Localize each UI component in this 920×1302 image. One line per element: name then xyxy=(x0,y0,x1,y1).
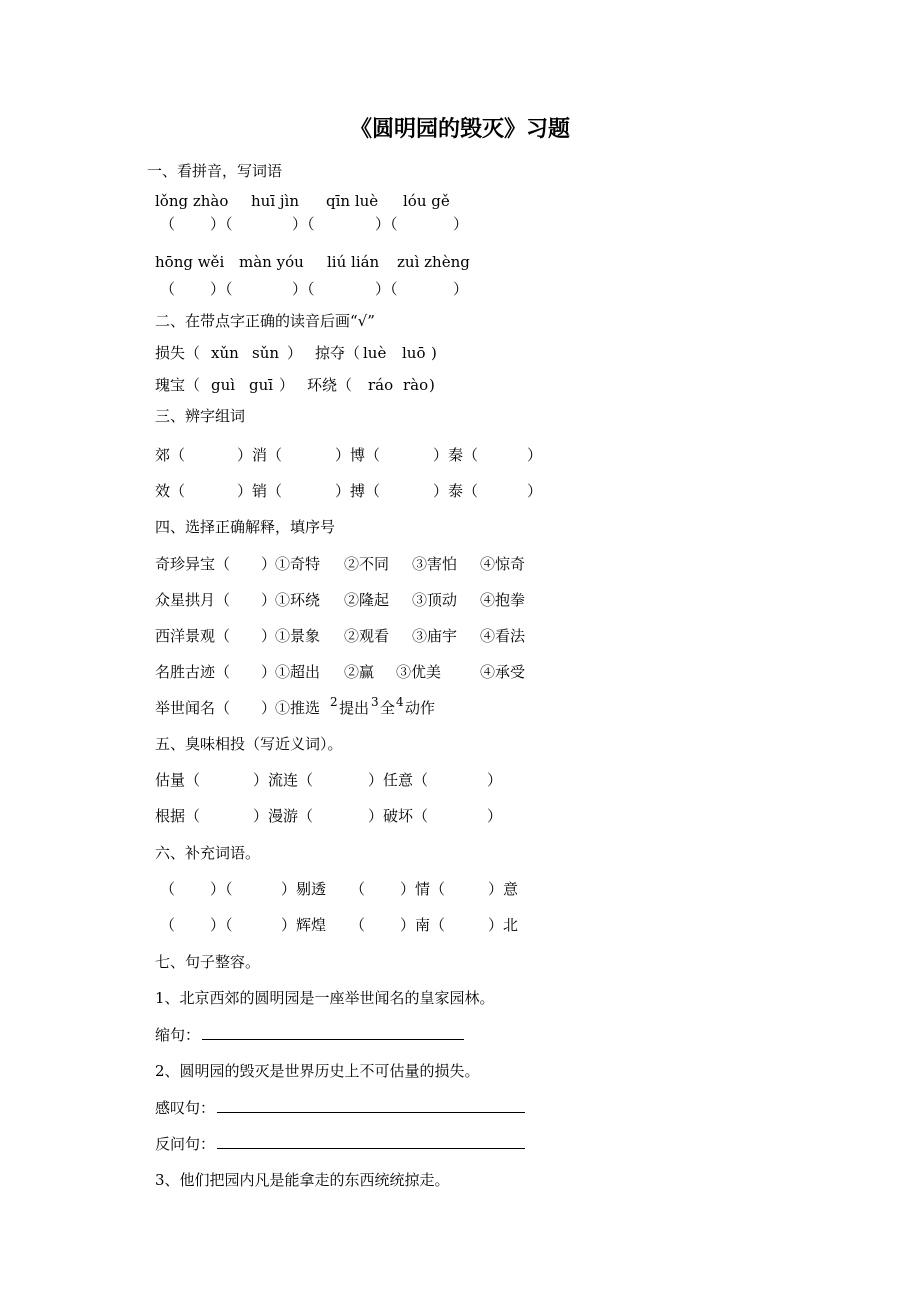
reading-option: sǔn xyxy=(252,344,280,362)
bracket: ）（ xyxy=(210,916,233,934)
word: ）情（ xyxy=(400,880,446,898)
option: ④看法 xyxy=(480,627,526,645)
reading-option: rào xyxy=(403,376,429,394)
synonym-row-1 xyxy=(155,770,505,790)
bracket: （ xyxy=(350,880,366,898)
option: ④抱拳 xyxy=(480,591,526,609)
bracket: ） xyxy=(487,771,503,789)
pinyin-row-1 xyxy=(155,191,485,211)
word-group-row-2 xyxy=(155,481,545,501)
reading-row-1 xyxy=(155,343,445,363)
bracket: ） xyxy=(287,344,303,362)
section-2-heading: 二、在带点字正确的读音后画“√” xyxy=(155,312,375,330)
bracket: ） xyxy=(527,446,543,464)
page-title: 《圆明园的毁灭》习题 xyxy=(349,117,570,142)
option: ②不同 xyxy=(344,555,390,573)
answer-line[interactable] xyxy=(217,1097,525,1113)
bracket: （ xyxy=(160,916,176,934)
word: ）流连（ xyxy=(253,771,314,789)
option: ②赢 xyxy=(344,663,375,681)
option: ④承受 xyxy=(480,663,526,681)
word: ）搏（ xyxy=(335,482,381,500)
bracket: ） xyxy=(261,627,277,645)
reading-row-2 xyxy=(155,375,445,395)
word: 瑰宝（ xyxy=(155,376,201,394)
word: 估量（ xyxy=(155,771,201,789)
bracket: ）（ xyxy=(292,215,315,233)
bracket: ）（ xyxy=(210,880,233,898)
word: 众星拱月（ xyxy=(155,591,231,609)
word: ）消（ xyxy=(237,446,283,464)
meaning-row xyxy=(155,590,545,610)
word: 西洋景观（ xyxy=(155,627,231,645)
meaning-row xyxy=(155,662,545,682)
bracket: ）（ xyxy=(292,280,315,298)
bracket: ） xyxy=(453,215,469,233)
reading-option: guī xyxy=(249,376,274,394)
bracket: ） xyxy=(487,807,503,825)
word: ）破坏（ xyxy=(368,807,429,825)
word: 效（ xyxy=(155,482,186,500)
word: ）北 xyxy=(488,916,519,934)
word: ）南（ xyxy=(400,916,446,934)
rhetorical-label: 反问句： xyxy=(155,1135,216,1153)
option: ①景象 xyxy=(275,627,321,645)
pinyin: huī jìn xyxy=(251,192,299,210)
word: ）秦（ xyxy=(433,446,479,464)
section-3-heading: 三、辨字组词 xyxy=(155,407,246,425)
bracket: ）（ xyxy=(375,280,398,298)
bracket: ） xyxy=(261,663,277,681)
bracket: ） xyxy=(261,555,277,573)
option: ②隆起 xyxy=(344,591,390,609)
reading-option: ráo xyxy=(368,376,394,394)
bracket: ) xyxy=(431,344,437,362)
option: ①环绕 xyxy=(275,591,321,609)
exclamation-label: 感叹句： xyxy=(155,1099,216,1117)
answer-line[interactable] xyxy=(202,1024,464,1040)
bracket: （ xyxy=(160,280,176,298)
meaning-row-last xyxy=(155,695,455,718)
option: ①奇特 xyxy=(275,555,321,573)
option-number: 4 xyxy=(396,695,404,709)
bracket: ） xyxy=(453,280,469,298)
section-1-heading: 一、看拼音，写词语 xyxy=(147,162,283,180)
bracket: ）（ xyxy=(210,215,233,233)
pinyin: qīn luè xyxy=(326,192,379,210)
word: ）辉煌 xyxy=(281,916,327,934)
section-6-heading: 六、补充词语。 xyxy=(155,844,261,862)
rhetorical-answer xyxy=(155,1133,525,1154)
option: 全 xyxy=(380,699,396,717)
reading-option: luō xyxy=(402,344,426,362)
bracket: （ xyxy=(160,215,176,233)
condense-answer xyxy=(155,1024,464,1045)
pinyin-row-2 xyxy=(155,252,485,272)
word: 损失（ xyxy=(155,344,201,362)
word: ）漫游（ xyxy=(253,807,314,825)
answer-blanks-2 xyxy=(160,279,480,299)
bracket: ） xyxy=(279,376,295,394)
word-group-row-1 xyxy=(155,445,545,465)
bracket: ) xyxy=(429,376,435,394)
synonym-row-2 xyxy=(155,806,505,826)
option: ③害怕 xyxy=(412,555,458,573)
bracket: ）（ xyxy=(210,280,233,298)
meaning-row xyxy=(155,554,545,574)
answer-blanks-1 xyxy=(160,214,480,234)
idiom-row-2 xyxy=(160,915,530,935)
option: ②观看 xyxy=(344,627,390,645)
reading-option: guì xyxy=(211,376,236,394)
bracket: （ xyxy=(160,880,176,898)
option: ③庙宇 xyxy=(412,627,458,645)
option: ③顶动 xyxy=(412,591,458,609)
condense-label: 缩句： xyxy=(155,1026,201,1044)
word: 名胜古迹（ xyxy=(155,663,231,681)
option: ③优美 xyxy=(396,663,442,681)
pinyin: lóu gě xyxy=(403,192,450,210)
option: ④惊奇 xyxy=(480,555,526,573)
word: ）任意（ xyxy=(368,771,429,789)
word: ）泰（ xyxy=(433,482,479,500)
pinyin: liú lián xyxy=(327,253,380,271)
pinyin: màn yóu xyxy=(239,253,304,271)
word: ）剔透 xyxy=(281,880,327,898)
reading-option: xǔn xyxy=(211,344,239,362)
bracket: ） xyxy=(261,591,277,609)
pinyin: lǒng zhào xyxy=(155,192,229,210)
word: ）销（ xyxy=(237,482,283,500)
exclamation-answer xyxy=(155,1097,525,1118)
idiom-row-1 xyxy=(160,879,530,899)
pinyin: zuì zhèng xyxy=(397,253,470,271)
word: 根据（ xyxy=(155,807,201,825)
option: 动作 xyxy=(405,699,436,717)
word: 郊（ xyxy=(155,446,186,464)
section-4-heading: 四、选择正确解释，填序号 xyxy=(155,518,336,536)
bracket: ） xyxy=(527,482,543,500)
bracket: （ xyxy=(350,916,366,934)
sentence-2: 2、圆明园的毁灭是世界历史上不可估量的损失。 xyxy=(155,1062,480,1080)
bracket: ）（ xyxy=(375,215,398,233)
word: ）博（ xyxy=(335,446,381,464)
word: 掠夺（ xyxy=(315,344,361,362)
option: ①超出 xyxy=(275,663,321,681)
word: 环绕（ xyxy=(307,376,353,394)
section-5-heading: 五、臭味相投（写近义词）。 xyxy=(155,735,343,753)
word: ）意 xyxy=(488,880,519,898)
option-number: 2 xyxy=(330,695,338,709)
section-7-heading: 七、句子整容。 xyxy=(155,953,261,971)
option: 提出 xyxy=(339,699,370,717)
bracket: ） xyxy=(261,699,277,717)
word: 举世闻名（ xyxy=(155,699,231,717)
sentence-1: 1、北京西郊的圆明园是一座举世闻名的皇家园林。 xyxy=(155,989,495,1007)
option: ①推选 xyxy=(275,699,321,717)
meaning-row xyxy=(155,626,545,646)
option-number: 3 xyxy=(371,695,379,709)
reading-option: luè xyxy=(363,344,387,362)
pinyin: hōng wěi xyxy=(155,253,225,271)
sentence-3: 3、他们把园内凡是能拿走的东西统统掠走。 xyxy=(155,1171,450,1189)
answer-line[interactable] xyxy=(217,1133,525,1149)
word: 奇珍异宝（ xyxy=(155,555,231,573)
